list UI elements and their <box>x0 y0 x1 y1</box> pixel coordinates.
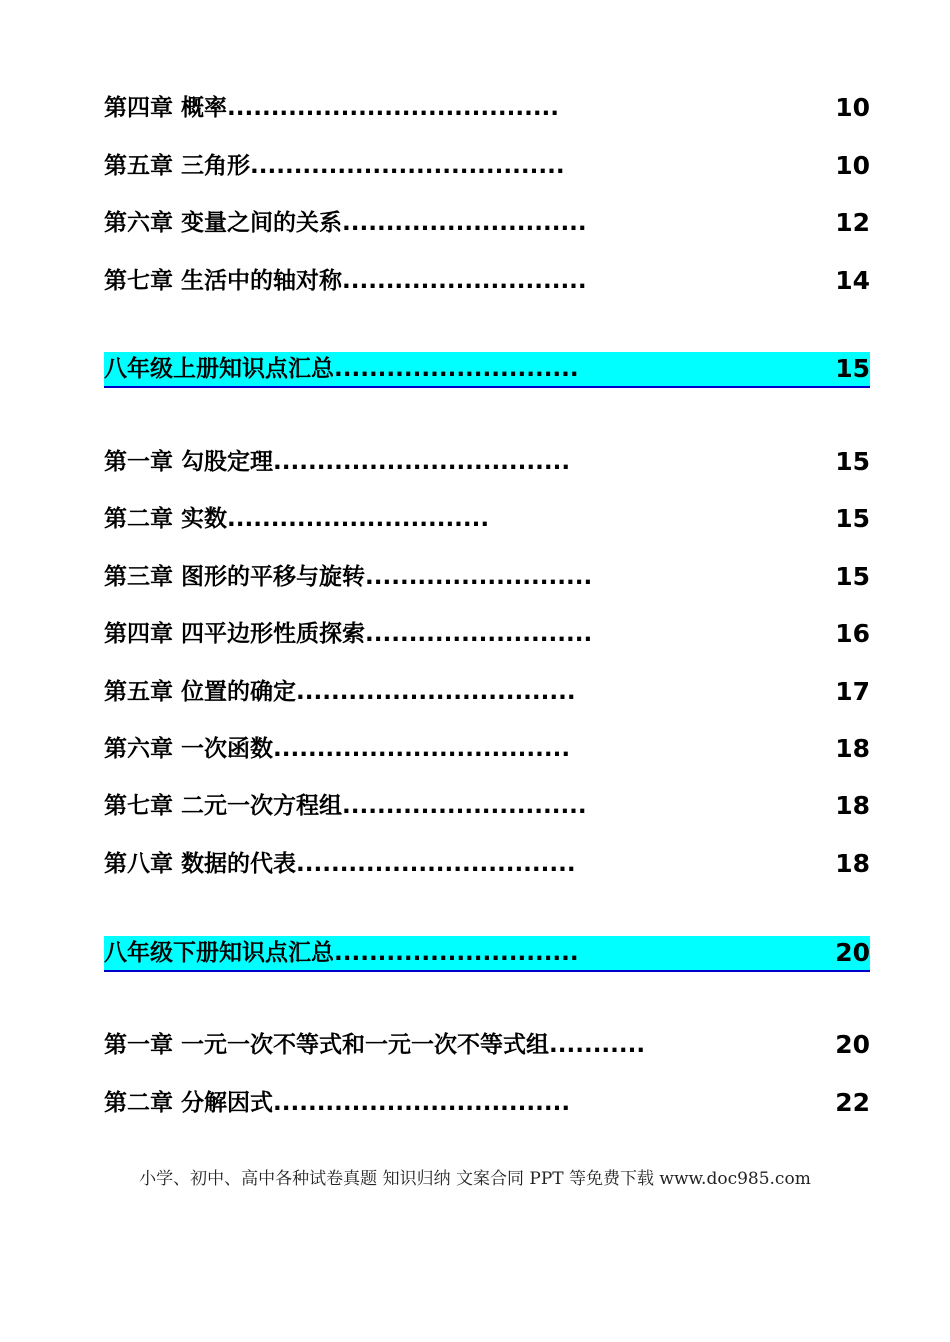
footer-note: 小学、初中、高中各种试卷真题 知识归纳 文案合同 PPT 等免费下载 www.doc985.com <box>139 1169 811 1189</box>
toc-page-number: 15 <box>835 504 870 533</box>
toc-page-number: 18 <box>835 849 870 878</box>
toc-entry-title: 第二章 实数.............................. <box>104 506 490 532</box>
toc-page-number: 20 <box>835 1030 870 1059</box>
toc-entry[interactable] <box>104 91 870 125</box>
toc-page-number: 10 <box>835 151 870 180</box>
toc-page-number: 10 <box>835 93 870 122</box>
toc-entry[interactable] <box>104 149 870 183</box>
toc-entry-title: 第八章 数据的代表................................ <box>104 851 576 877</box>
toc-entry-title: 第六章 变量之间的关系............................ <box>104 210 587 236</box>
toc-page-number: 16 <box>835 619 870 648</box>
toc-entry-title: 第一章 一元一次不等式和一元一次不等式组........... <box>104 1032 646 1058</box>
toc-section-heading[interactable] <box>104 352 870 388</box>
toc-page-number: 15 <box>835 354 870 383</box>
toc-page-number: 18 <box>835 734 870 763</box>
toc-entry-title: 第五章 位置的确定................................ <box>104 679 576 705</box>
toc-entry[interactable] <box>104 502 870 536</box>
toc-page-number: 15 <box>835 562 870 591</box>
toc-entry-title: 第四章 概率...................................... <box>104 95 560 121</box>
toc-entry[interactable] <box>104 206 870 240</box>
toc-entry[interactable] <box>104 1086 870 1120</box>
toc-entry[interactable] <box>104 445 870 479</box>
toc-page-number: 17 <box>835 677 870 706</box>
toc-entry-title: 第七章 二元一次方程组............................ <box>104 793 587 819</box>
toc-entry[interactable] <box>104 847 870 881</box>
toc-page-number: 18 <box>835 791 870 820</box>
toc-page-number: 20 <box>835 938 870 967</box>
toc-entry[interactable] <box>104 560 870 594</box>
toc-entry[interactable] <box>104 675 870 709</box>
toc-entry-title: 第三章 图形的平移与旋转.......................... <box>104 564 593 590</box>
toc-section-heading[interactable] <box>104 936 870 972</box>
toc-page-number: 22 <box>835 1088 870 1117</box>
toc-entry[interactable] <box>104 789 870 823</box>
toc-entry-title: 第二章 分解因式.................................. <box>104 1090 571 1116</box>
toc-entry[interactable] <box>104 617 870 651</box>
toc-page-number: 14 <box>835 266 870 295</box>
toc-section-title: 八年级上册知识点汇总............................ <box>104 356 579 382</box>
toc-page-number: 12 <box>835 208 870 237</box>
toc-entry[interactable] <box>104 264 870 298</box>
toc-entry-title: 第七章 生活中的轴对称............................ <box>104 268 587 294</box>
toc-entry-title: 第四章 四平边形性质探索.......................... <box>104 621 593 647</box>
toc-page-number: 15 <box>835 447 870 476</box>
toc-entry[interactable] <box>104 1028 870 1062</box>
toc-section-title: 八年级下册知识点汇总............................ <box>104 940 579 966</box>
toc-entry-title: 第五章 三角形.................................... <box>104 153 565 179</box>
toc-entry-title: 第六章 一次函数.................................. <box>104 736 571 762</box>
toc-entry-title: 第一章 勾股定理.................................. <box>104 449 571 475</box>
toc-entry[interactable] <box>104 732 870 766</box>
